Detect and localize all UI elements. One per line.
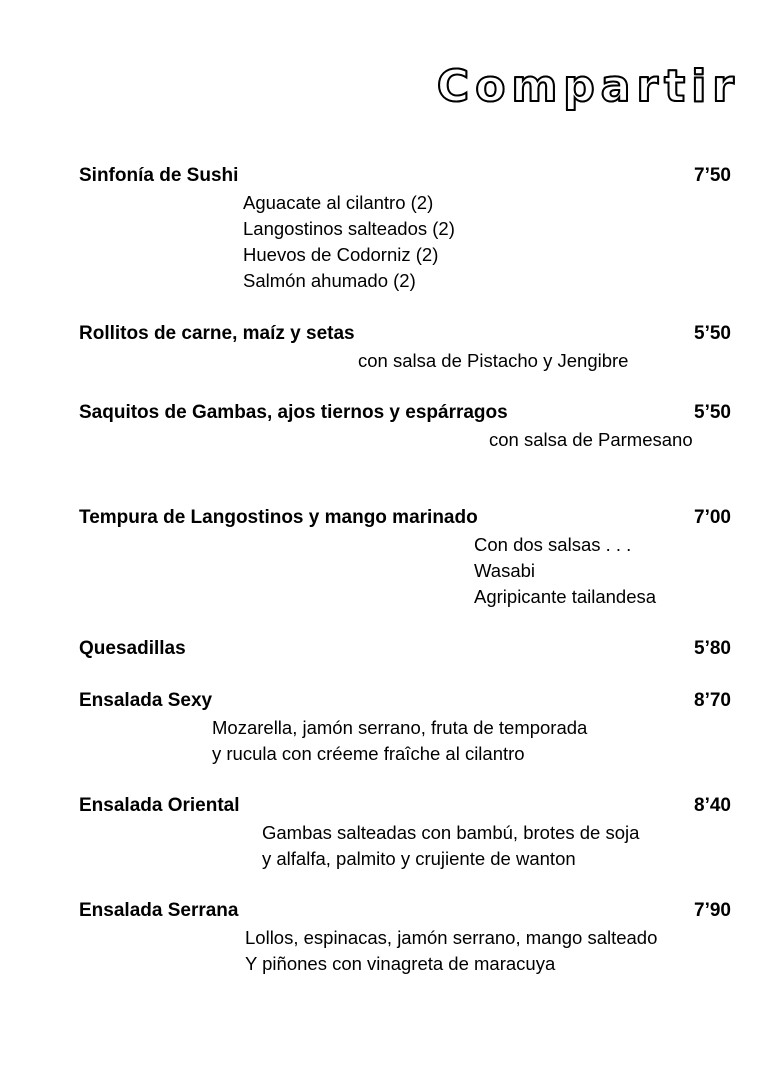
dish-description: [243, 190, 455, 294]
dish-name: Ensalada Oriental: [79, 795, 240, 816]
description-line: y rucula con créeme fraîche al cilantro: [212, 743, 525, 764]
description-line: Lollos, espinacas, jamón serrano, mango salteado: [245, 927, 658, 948]
description-line: con salsa de Pistacho y Jengibre: [358, 350, 629, 371]
dish-name: Saquitos de Gambas, ajos tiernos y espárragos: [79, 402, 508, 423]
dish-price: 8’40: [694, 795, 731, 816]
description-line: Huevos de Codorniz (2): [243, 244, 439, 265]
dish-description: [262, 820, 639, 872]
description-line: Con dos salsas . . .: [474, 534, 632, 555]
dish-description: [358, 348, 628, 374]
dish-price: 5’50: [694, 323, 731, 344]
description-line: Gambas salteadas con bambú, brotes de soja: [262, 822, 640, 843]
dish-description: [245, 925, 657, 977]
description-line: con salsa de Parmesano: [489, 429, 693, 450]
section-title: [420, 62, 740, 112]
dish-price: 7’50: [694, 165, 731, 186]
section-title-text: Compartir: [436, 61, 740, 112]
description-line: y alfalfa, palmito y crujiente de wanton: [262, 848, 576, 869]
dish-description: [212, 715, 587, 767]
description-line: Agripicante tailandesa: [474, 586, 657, 607]
dish-price: 5’50: [694, 402, 731, 423]
dish-name: Ensalada Serrana: [79, 900, 239, 921]
dish-price: 5’80: [694, 638, 731, 659]
dish-description: [474, 532, 656, 610]
dish-price: 7’00: [694, 507, 731, 528]
dish-name: Rollitos de carne, maíz y setas: [79, 323, 355, 344]
dish-name: Sinfonía de Sushi: [79, 165, 239, 186]
dish-price: 7’90: [694, 900, 731, 921]
description-line: Langostinos salteados (2): [243, 218, 455, 239]
description-line: Salmón ahumado (2): [243, 270, 416, 291]
dish-name: Quesadillas: [79, 638, 186, 659]
description-line: Aguacate al cilantro (2): [243, 192, 434, 213]
dish-name: Ensalada Sexy: [79, 690, 213, 711]
dish-price: 8’70: [694, 690, 731, 711]
description-line: Y piñones con vinagreta de maracuya: [245, 953, 556, 974]
description-line: Wasabi: [474, 560, 536, 581]
dish-description: [489, 427, 693, 453]
description-line: Mozarella, jamón serrano, fruta de temporada: [212, 717, 588, 738]
dish-name: Tempura de Langostinos y mango marinado: [79, 507, 478, 528]
